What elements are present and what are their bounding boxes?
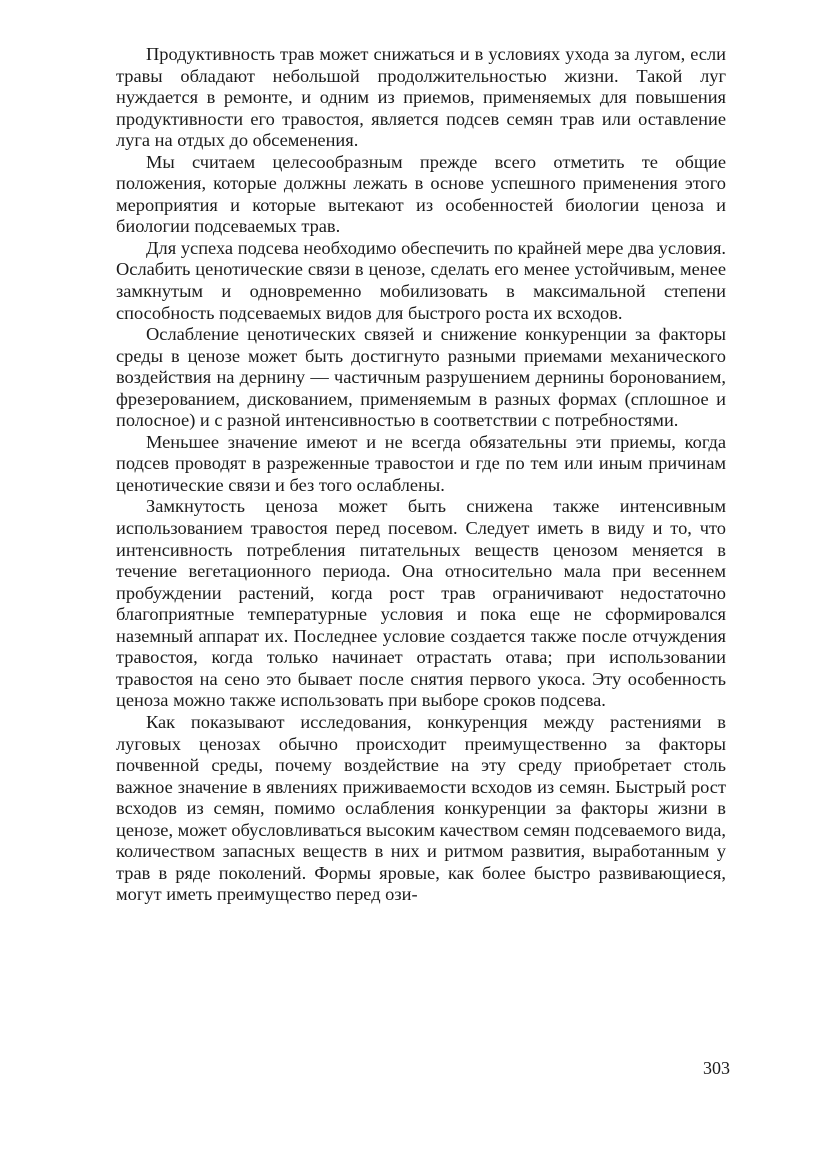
paragraph-4: Ослабление ценотических связей и снижение конкуренции за факторы среды в ценозе может быть достигнуто разными приемами механического воздействия на дернину — частичным разрушением дернины боронованием, фрезерованием, дискованием, применяемым в разных формах (сплошное и полосное) и с разной интенсивностью в соответствии с потребностями.: [116, 324, 726, 431]
paragraph-3: Для успеха подсева необходимо обеспечить по крайней мере два условия. Ослабить ценотические связи в ценозе, сделать его менее устойчивым, менее замкнутым и одновременно мобилизовать в максимальной степени способность подсеваемых видов для быстрого роста их всходов.: [116, 237, 726, 323]
paragraph-1: Продуктивность трав может снижаться и в условиях ухода за лугом, если травы обладают небольшой продолжительностью жизни. Такой луг нуждается в ремонте, и одним из приемов, применяемых для повышения продуктивности его травостоя, является подсев семян трав или оставление луга на отдых до обсеменения.: [116, 44, 726, 151]
paragraph-2: Мы считаем целесообразным прежде всего отметить те общие положения, которые должны лежать в основе успешного применения этого мероприятия и которые вытекают из особенностей биологии ценоза и биологии подсеваемых трав.: [116, 151, 726, 237]
body-text: [116, 44, 726, 906]
paragraph-6: Замкнутость ценоза может быть снижена также интенсивным использованием травостоя перед посевом. Следует иметь в виду и то, что интенсивность потребления питательных веществ ценозом меняется в течение вегетационного периода. Она относительно мала при весеннем пробуждении растений, когда рост трав ограничивают недостаточно благоприятные температурные условия и пока еще не сформировался наземный аппарат их. Последнее условие создается также после отчуждения травостоя, когда только начинает отрастать отава; при использовании травостоя на сено это бывает после снятия первого укоса. Эту особенность ценоза можно также использовать при выборе сроков подсева.: [116, 496, 726, 711]
paragraph-5: Меньшее значение имеют и не всегда обязательны эти приемы, когда подсев проводят в разреженные травостои и где по тем или иным причинам ценотические связи и без того ослаблены.: [116, 431, 726, 495]
page-number: 303: [703, 1058, 730, 1078]
paragraph-7: Как показывают исследования, конкуренция между растениями в луговых ценозах обычно происходит преимущественно за факторы почвенной среды, почему воздействие на эту среду приобретает столь важное значение в явлениях приживаемости всходов из семян. Быстрый рост всходов из семян, помимо ослабления конкуренции за факторы жизни в ценозе, может обусловливаться высоким качеством семян подсеваемого вида, количеством запасных веществ в них и ритмом развития, выработанным у трав в ряде поколений. Формы яровые, как более быстро развивающиеся, могут иметь преимущество перед ози-: [116, 711, 726, 905]
